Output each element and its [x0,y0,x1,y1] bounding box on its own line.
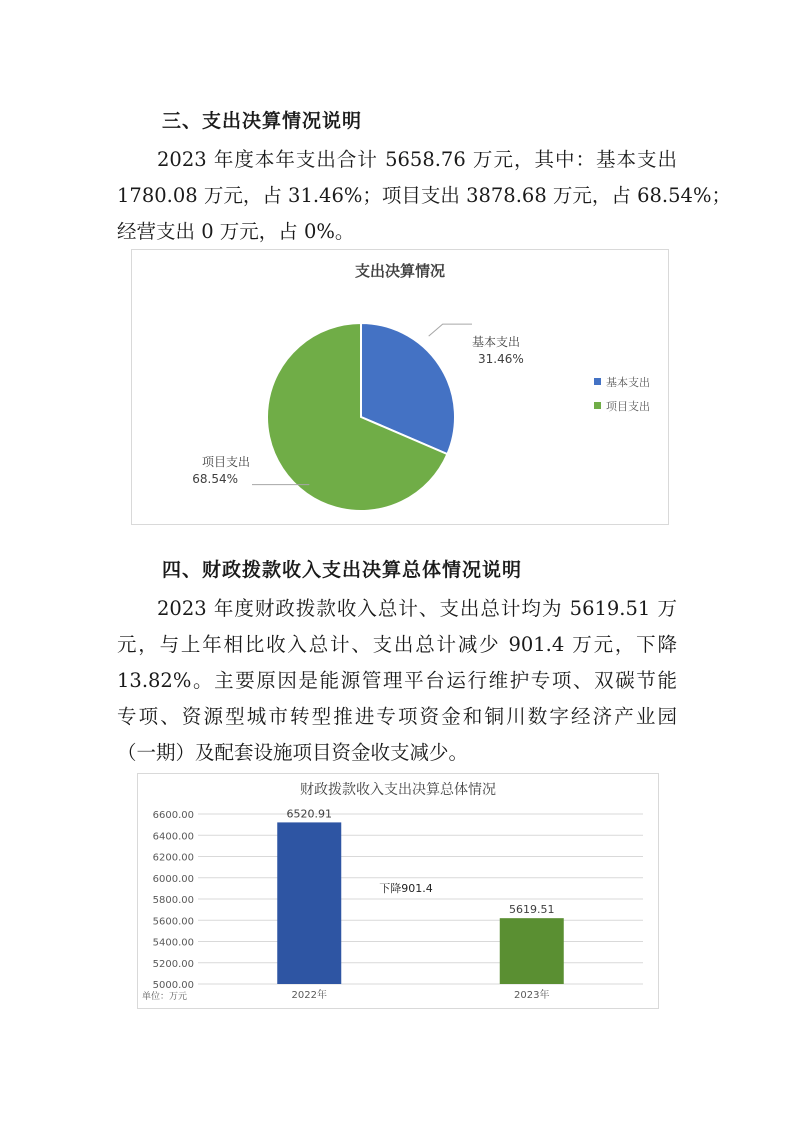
bar [500,918,564,984]
bar-y-tick-labels [153,810,194,991]
y-tick-label: 5400.00 [152,937,194,949]
legend-label: 基本支出 [606,376,650,389]
paragraph-line: 经营支出 0 万元，占 0%。 [117,220,355,243]
pie-legend [594,375,650,413]
paragraph-line: （一期）及配套设施项目资金收支减少。 [117,741,469,764]
legend-label: 项目支出 [606,400,650,413]
y-tick-label: 5600.00 [152,916,194,928]
bar-x-tick-labels [292,988,550,1001]
legend-swatch [594,402,601,409]
pie-leader-line [429,324,472,336]
y-tick-label: 6600.00 [152,810,194,821]
y-tick-label: 6200.00 [152,852,194,864]
pie-chart-title: 支出决算情况 [354,262,446,280]
y-tick-label: 5000.00 [152,980,194,991]
paragraph-line: 13.82%。主要原因是能源管理平台运行维护专项、双碳节能 [117,669,677,692]
pie-slices [267,323,455,511]
expenditure-pie-chart [131,249,669,525]
x-tick-label: 2022年 [291,990,327,1001]
pie-label-name: 基本支出 [472,335,521,349]
bar-value-label: 5619.51 [509,903,555,917]
y-tick-label: 5200.00 [152,958,194,970]
fiscal-bar-chart [137,773,659,1009]
bar [277,822,341,984]
pie-label-name: 项目支出 [201,455,250,469]
bar-chart-svg [138,774,658,1008]
section-4-paragraph [117,591,677,771]
pie-label-value: 68.54% [192,472,238,486]
paragraph-line: 2023 年度本年支出合计 5658.76 万元，其中：基本支出 [157,148,677,171]
legend-swatch [594,378,601,385]
bar-value-label: 6520.91 [286,807,332,821]
y-tick-label: 5800.00 [152,895,194,906]
paragraph-line: 专项、资源型城市转型推进专项资金和铜川数字经济产业园 [117,705,677,728]
y-tick-label: 6000.00 [152,873,194,885]
bar-chart-title: 财政拨款收入支出决算总体情况 [300,782,496,798]
pie-chart-svg [132,250,668,524]
decrease-annotation: 下降901.4 [379,882,433,895]
y-tick-label: 6400.00 [152,831,194,843]
paragraph-line: 元，与上年相比收入总计、支出总计减少 901.4 万元，下降 [117,633,677,656]
section-3-heading: 三、支出决算情况说明 [162,110,363,132]
unit-label: 单位：万元 [142,992,188,1002]
section-3-paragraph [117,142,731,250]
paragraph-line: 2023 年度财政拨款收入总计、支出总计均为 5619.51 万 [157,597,677,620]
paragraph-line: 1780.08 万元，占 31.46%；项目支出 3878.68 万元，占 68.54%； [117,184,731,207]
x-tick-label: 2023年 [514,990,550,1001]
section-4-heading: 四、财政拨款收入支出决算总体情况说明 [162,559,523,581]
pie-label-value: 31.46% [478,352,524,366]
bar-gridlines [198,814,643,984]
